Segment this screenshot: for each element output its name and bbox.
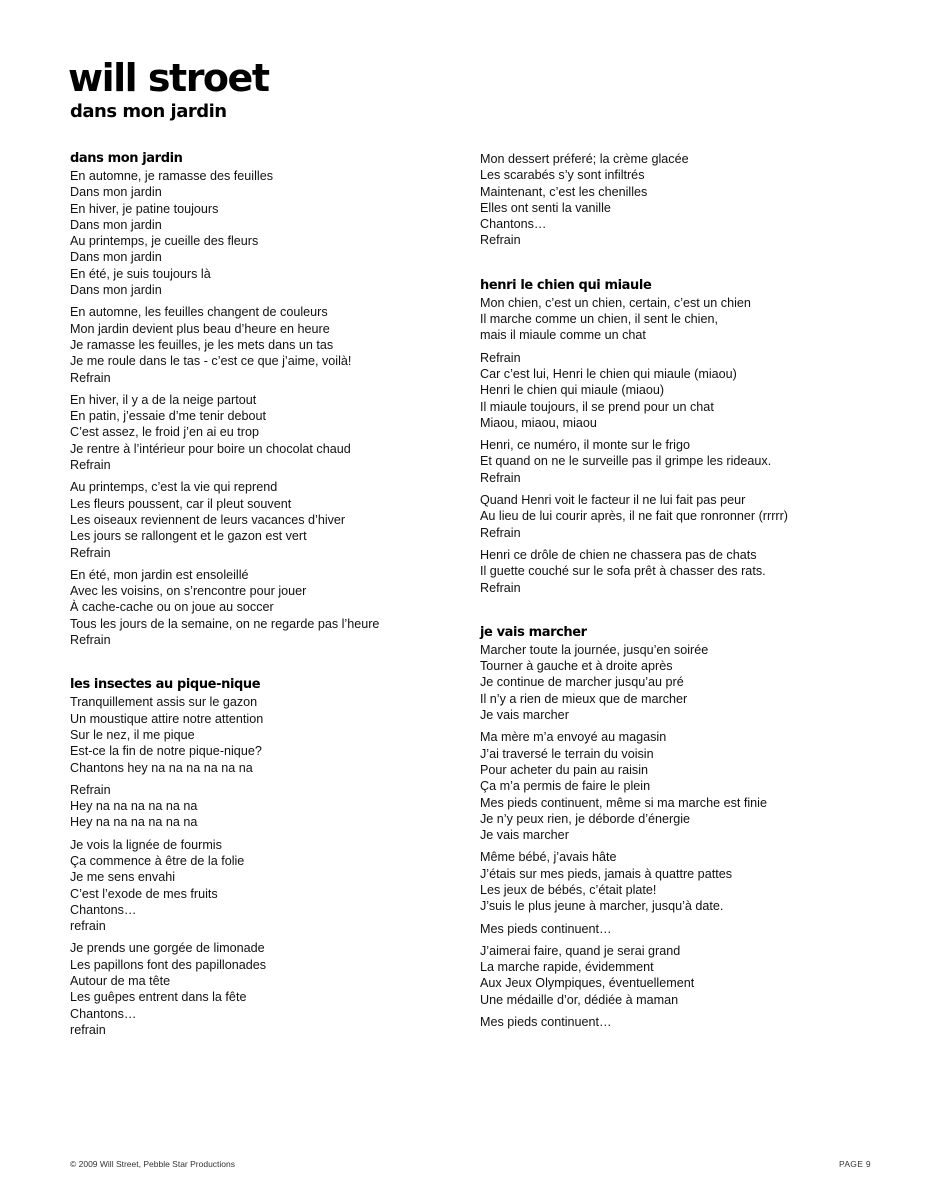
lyric-line: Je vais marcher [480,828,569,843]
lyric-line: Refrain [480,525,521,540]
lyric-line: Refrain [70,370,111,385]
lyric-line: refrain [70,919,106,934]
song-title: je vais marcher [480,624,587,640]
lyric-line: Ma mère m’a envoyé au magasin [480,730,667,745]
lyric-line: En patin, j’essaie d’me tenir debout [70,409,267,424]
stanza [480,547,890,596]
lyric-line: Et quand on ne le surveille pas il grimpe les rideaux. [480,454,772,469]
stanza [480,295,890,344]
lyric-line: Mon dessert préferé; la crème glacée [480,152,689,166]
stanza [70,940,480,1038]
lyric-line: C’est assez, le froid j’en ai eu trop [70,425,259,440]
lyric-line: refrain [70,1022,106,1037]
lyric-line: Refrain [480,233,521,248]
lyric-line: Refrain [480,580,521,595]
lyric-line: En automne, je ramasse des feuilles [70,169,274,183]
lyric-line: Je ramasse les feuilles, je les mets dans un tas [70,337,334,352]
lyric-line: Ça m’a permis de faire le plein [480,779,651,794]
lyric-line: En été, mon jardin est ensoleillé [70,567,249,582]
lyric-line: Mes pieds continuent… [480,921,612,936]
album-subtitle: dans mon jardin [70,101,227,122]
lyric-line: mais il miaule comme un chat [480,328,646,343]
song-block [480,277,890,596]
lyric-line: Dans mon jardin [70,217,162,232]
song-block [480,624,890,1031]
lyric-line: En hiver, il y a de la neige partout [70,392,257,407]
lyric-line: Avec les voisins, on s’rencontre pour jouer [70,584,307,599]
lyric-line: Henri le chien qui miaule (miaou) [480,383,665,398]
lyric-line: Au lieu de lui courir après, il ne fait que ronronner (rrrrr) [480,509,788,524]
lyric-line: Refrain [70,782,111,797]
lyric-line: Tourner à gauche et à droite après [480,659,673,674]
lyric-line: Dans mon jardin [70,185,162,200]
lyric-line: Je me sens envahi [70,870,176,885]
lyric-line: Je n’y peux rien, je déborde d’énergie [480,811,691,826]
lyric-line: J’aimerai faire, quand je serai grand [480,943,681,958]
stanza [480,350,890,431]
lyric-line: Les scarabés s’y sont infiltrés [480,168,645,183]
lyric-line: Miaou, miaou, miaou [480,415,597,430]
lyric-line: Une médaille d’or, dédiée à maman [480,992,679,1007]
lyric-line: Henri ce drôle de chien ne chassera pas de chats [480,547,757,562]
stanza [70,479,480,560]
stanza [480,642,890,723]
lyric-line: Pour acheter du pain au raisin [480,762,649,777]
lyric-line: Au printemps, je cueille des fleurs [70,234,259,249]
lyric-line: Marcher toute la journée, jusqu’en soirée [480,642,709,657]
stanza [480,492,890,541]
lyric-line: Les oiseaux reviennent de leurs vacances d’hiver [70,512,346,527]
lyric-line: Chantons hey na na na na na na [70,760,253,775]
right-column [480,151,890,1058]
stanza [70,304,480,385]
stanza [70,567,480,648]
lyric-line: Les papillons font des papillonades [70,957,267,972]
stanza [480,729,890,843]
lyric-line: Refrain [480,350,521,365]
stanza [70,694,480,775]
lyric-line: Dans mon jardin [70,250,162,265]
lyric-line: Dans mon jardin [70,283,162,298]
lyric-line: En automne, les feuilles changent de couleurs [70,305,328,320]
lyric-line: Il n’y a rien de mieux que de marcher [480,691,688,706]
song-block [480,151,890,249]
lyric-line: C’est l’exode de mes fruits [70,886,218,901]
lyric-line: Tous les jours de la semaine, on ne regarde pas l’heure [70,616,380,631]
lyric-line: Hey na na na na na na [70,799,198,814]
lyric-line: En été, je suis toujours là [70,266,211,281]
lyric-line: Refrain [480,470,521,485]
copyright-notice: © 2009 Will Street, Pebble Star Productions [70,1159,236,1169]
lyric-line: Quand Henri voit le facteur il ne lui fait pas peur [480,493,746,508]
lyric-line: Un moustique attire notre attention [70,711,264,726]
stanza [480,943,890,1008]
lyric-line: Je continue de marcher jusqu’au pré [480,675,684,690]
stanza [70,168,480,298]
song-title: les insectes au pique-nique [70,677,261,693]
lyric-line: Elles ont senti la vanille [480,200,611,215]
lyric-line: En hiver, je patine toujours [70,201,219,216]
stanza [480,1014,890,1030]
lyric-line: Je rentre à l’intérieur pour boire un chocolat chaud [70,441,351,456]
lyric-line: Les jours se rallongent et le gazon est vert [70,529,307,544]
lyric-line: Chantons… [70,902,137,917]
song-block [70,676,480,1038]
stanza [480,151,890,249]
lyric-line: Chantons… [480,217,547,232]
lyric-line: Mes pieds continuent… [480,1015,612,1030]
song-title: dans mon jardin [70,151,183,166]
lyric-line: Je prends une gorgée de limonade [70,941,265,956]
lyric-line: J’suis le plus jeune à marcher, jusqu’à date. [480,899,724,914]
lyric-line: Maintenant, c’est les chenilles [480,184,648,199]
lyric-line: Les fleurs poussent, car il pleut souvent [70,496,292,511]
lyric-line: Les guêpes entrent dans la fête [70,990,247,1005]
stanza [70,782,480,831]
page-number: PAGE 9 [839,1159,871,1169]
lyric-line: Refrain [70,458,111,473]
lyric-line: Sur le nez, il me pique [70,727,195,742]
lyric-line: J’ai traversé le terrain du voisin [480,746,654,761]
stanza [70,392,480,473]
stanza [480,849,890,914]
left-column [70,150,480,1066]
lyric-line: Je vais marcher [480,708,569,723]
lyric-line: Ça commence à être de la folie [70,853,245,868]
lyric-line: J’étais sur mes pieds, jamais à quattre pattes [480,866,732,881]
lyric-line: La marche rapide, évidemment [480,960,654,975]
lyric-line: Refrain [70,633,111,648]
lyric-line: Henri, ce numéro, il monte sur le frigo [480,438,690,453]
lyric-line: Est-ce la fin de notre pique-nique? [70,744,262,759]
lyric-line: Chantons… [70,1006,137,1021]
lyric-line: Aux Jeux Olympiques, éventuellement [480,976,695,991]
stanza [70,837,480,935]
lyric-line: Hey na na na na na na [70,815,198,830]
lyric-line: Au printemps, c’est la vie qui reprend [70,480,278,495]
page-title: will stroet [68,56,269,100]
song-title: henri le chien qui miaule [480,277,652,293]
lyric-line: À cache-cache ou on joue au soccer [70,600,274,615]
lyric-line: Je me roule dans le tas - c’est ce que j’aime, voilà! [70,354,352,369]
lyric-line: Il marche comme un chien, il sent le chien, [480,312,718,327]
lyric-line: Les jeux de bébés, c’était plate! [480,882,657,897]
lyric-line: Car c’est lui, Henri le chien qui miaule (miaou) [480,366,737,381]
lyric-line: Mes pieds continuent, même si ma marche est finie [480,795,767,810]
lyric-line: Il miaule toujours, il se prend pour un chat [480,399,714,414]
lyric-line: Même bébé, j’avais hâte [480,850,617,865]
lyric-line: Il guette couché sur le sofa prêt à chasser des rats. [480,564,766,579]
lyric-line: Autour de ma tête [70,974,171,989]
stanza [480,437,890,486]
lyric-line: Mon chien, c’est un chien, certain, c’est un chien [480,295,751,310]
song-block [70,150,480,648]
stanza [480,921,890,937]
lyric-line: Tranquillement assis sur le gazon [70,695,258,710]
lyric-line: Je vois la lignée de fourmis [70,837,222,852]
lyric-line: Refrain [70,545,111,560]
lyric-line: Mon jardin devient plus beau d’heure en heure [70,321,330,336]
